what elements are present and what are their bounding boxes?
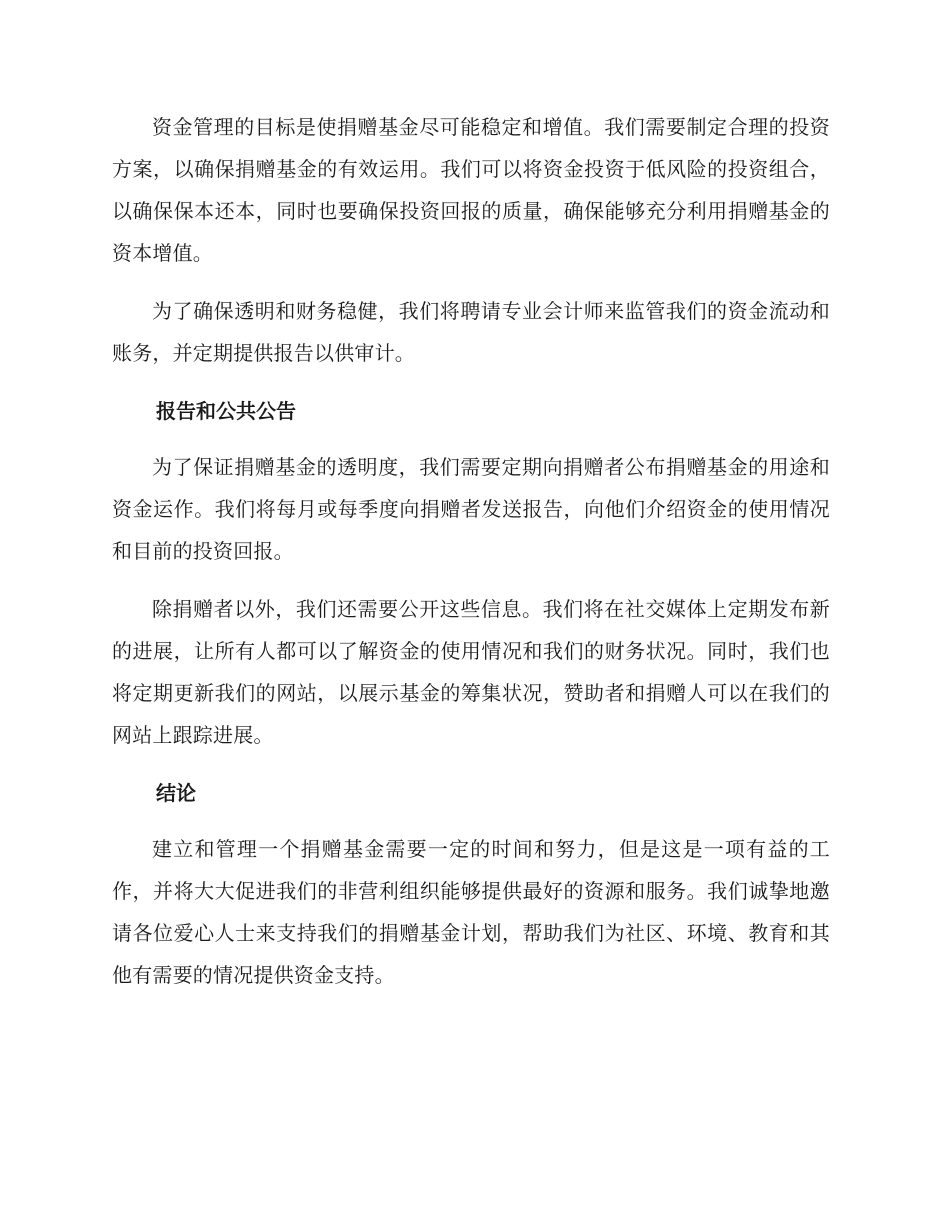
paragraph-transparency-audit: 为了确保透明和财务稳健，我们将聘请专业会计师来监管我们的资金流动和账务，并定期提供报告以供审计。 [112,299,830,365]
heading-reports-announcements: 报告和公共公告 [156,399,296,423]
heading-conclusion: 结论 [156,781,196,805]
document-page [112,106,830,1012]
paragraph-conclusion: 建立和管理一个捐赠基金需要一定的时间和努力，但是这是一项有益的工作，并将大大促进我们的非营利组织能够提供最好的资源和服务。我们诚挚地邀请各位爱心人士来支持我们的捐赠基金计划，帮助我们为社区、环境、教育和其他有需要的情况提供资金支持。 [112,837,830,987]
paragraph-fund-management: 资金管理的目标是使捐赠基金尽可能稳定和增值。我们需要制定合理的投资方案，以确保捐赠基金的有效运用。我们可以将资金投资于低风险的投资组合，以确保保本还本，同时也要确保投资回报的质量，确保能够充分利用捐赠基金的资本增值。 [112,115,830,265]
paragraph-public-disclosure: 除捐赠者以外，我们还需要公开这些信息。我们将在社交媒体上定期发布新的进展，让所有人都可以了解资金的使用情况和我们的财务状况。同时，我们也将定期更新我们的网站，以展示基金的筹集状况，赞助者和捐赠人可以在我们的网站上跟踪进展。 [112,597,830,747]
paragraph-donor-reports: 为了保证捐赠基金的透明度，我们需要定期向捐赠者公布捐赠基金的用途和资金运作。我们将每月或每季度向捐赠者发送报告，向他们介绍资金的使用情况和目前的投资回报。 [112,455,830,563]
